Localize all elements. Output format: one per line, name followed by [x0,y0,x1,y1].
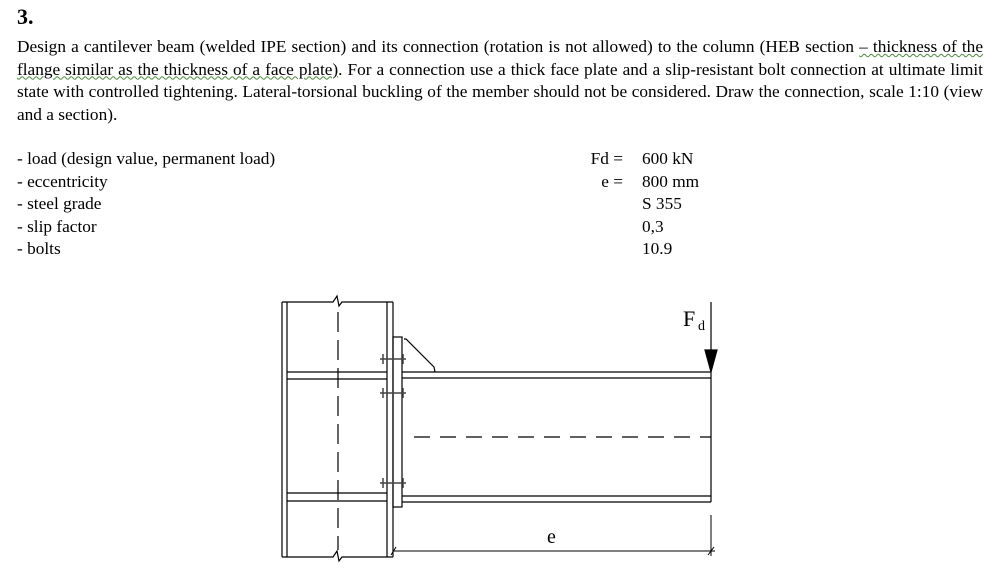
param-value: 10.9 [642,239,673,258]
problem-number: 3. [17,4,34,29]
statement-part-3: . For a connection use a thick face plate and a slip-resistant bolt connection at ultimate limit state with controlled tightening. Lateral-torsional buckling of the member should not be considered. Draw the connection, scale 1:10 (view and a section). [17,59,983,124]
force-arrow [705,302,717,372]
param-symbol: e = [601,171,623,191]
param-value: 800 mm [642,171,700,191]
param-value: S 355 [642,194,682,213]
beam [402,339,711,502]
param-value: 0,3 [642,216,664,236]
statement-part-1: Design a cantilever beam (welded IPE section) and its connection (rotation is not allowed) to the column (HEB section [17,37,860,56]
param-label: - eccentricity [17,171,108,191]
param-label: - load (design value, permanent load) [17,149,276,168]
force-label: F [683,306,696,331]
force-subscript: d [698,319,705,334]
param-value: 600 kN [642,149,694,168]
haunch [404,339,435,372]
param-label: - steel grade [17,194,102,213]
column [282,296,393,561]
dimension-label: e [547,526,556,548]
param-label: - bolts [17,239,61,258]
param-symbol: Fd = [590,149,623,168]
face-plate [393,337,402,507]
param-label: - slip factor [17,216,97,236]
statement-part-2: – thickness of the flange similar as the thickness of a face plate) [17,37,983,79]
